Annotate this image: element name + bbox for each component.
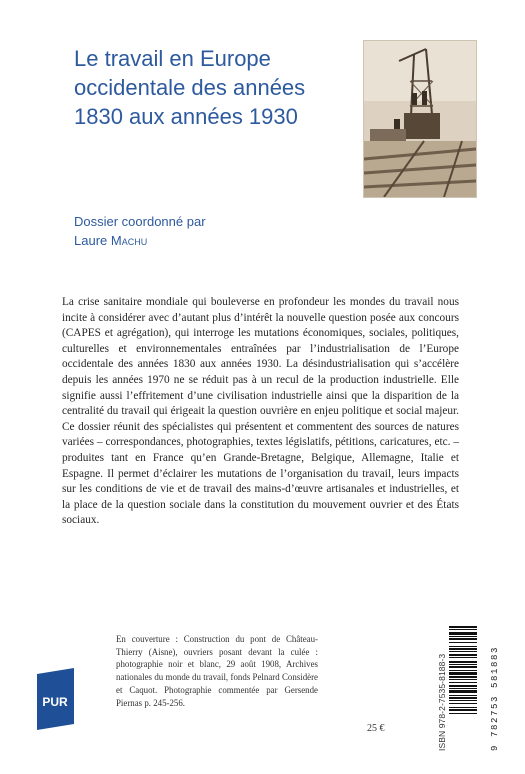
editor-last-name: Machu [110,233,148,248]
barcode-bar [449,664,477,665]
barcode-bar [449,642,477,643]
barcode-bar [449,695,477,696]
barcode-bar [449,690,477,693]
publisher-logo-text: PUR [42,695,68,709]
barcode-bar [449,676,477,678]
cover-photo [363,40,477,198]
barcode-bar [449,682,477,683]
barcode-bar [449,646,477,647]
barcode-bar [449,709,477,711]
barcode-bar [449,700,477,701]
title-line-3: 1830 aux années 1930 [74,104,298,129]
barcode-bar [449,679,477,680]
barcode-bar [449,629,477,630]
barcode-bar [449,657,477,658]
barcode-digits: 9 782753 581883 [490,645,500,751]
barcode-bar [449,697,477,699]
pur-logo [35,668,76,730]
barcode-bar [449,632,477,635]
barcode-bar [449,713,477,714]
coordination-credit [74,212,206,250]
barcode-bar [449,688,477,689]
barcode-bar [449,666,477,668]
title-line-2: occidentale des années [74,75,306,100]
coordination-label: Dossier coordonné par [74,214,206,229]
editor-name [74,231,206,250]
isbn: ISBN 978-2-7535-8188-3 [437,653,447,751]
barcode-bar [449,648,477,650]
editor-first-name: Laure [74,233,111,248]
barcode-bar [449,651,477,652]
barcode-bar [449,661,477,663]
barcode-bar [449,636,477,637]
barcode-bar [449,638,477,640]
barcode-bar [449,672,477,675]
back-cover-summary: La crise sanitaire mondiale qui bouleverse en profondeur les mondes du travail nous incite à considérer avec d’autant plus d’intérêt la nouvelle question posée aux concours (CAPES et agrégation), qui interroge les mutations économiques, sociales, politiques, culturelles et environnementales entraînées par l’industrialisation de l’Europe occidentale des années 1830 aux années 1930. La désindustrialisation qui s’accélère depuis les années 1970 ne se réduit pas à un recul de la production industrielle. Elle signifie aussi l’effritement d’une civilisation industrielle ainsi que la disparition de la centralité du travail qui érigeait la question ouvrière en enjeu politique et social majeur. Ce dossier réunit des spécialistes qui présentent et commentent des sources de natures variées – correspondances, photographies, textes législatifs, pétitions, caricatures, etc. – produites tant en France qu’en Grande-Bretagne, Belgique, Allemagne, Italie et Espagne. Il permet d’éclairer les mutations de l’organisation du travail, leurs impacts sur les conditions de vie et de travail des mains-d’œuvre artisanales et industrielles, et la place de la question sociale dans la constitution du mouvement ouvrier et des États sociaux. [62,296,459,527]
barcode-bar [449,626,477,628]
price: 25 € [367,723,385,734]
barcode [449,626,477,750]
barcode-bar [449,707,477,708]
barcode-bar [449,654,477,656]
barcode-bar [449,685,477,687]
book-title [74,44,354,131]
cover-caption: En couverture : Construction du pont de Château-Thierry (Aisne), ouvriers posant devant la culée : photographie noir et blanc, 29 août 1908, Archives nationales du monde du travail, fonds Pelnard Considère et Caquot. Photographie commentée par Gersende Piernas p. 245-256. [116,634,318,708]
barcode-bar [449,670,477,671]
title-line-1: Le travail en Europe [74,46,271,71]
barcode-bar [449,703,477,704]
